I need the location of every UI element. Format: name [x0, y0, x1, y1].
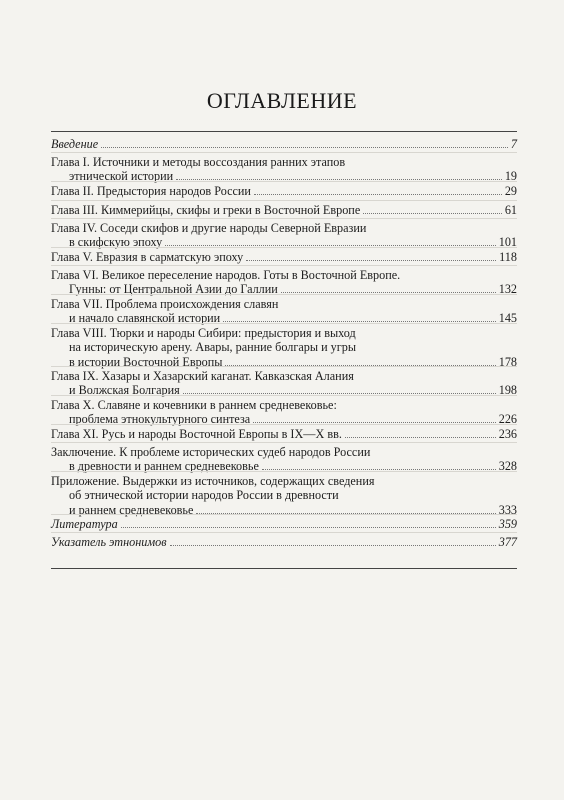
toc-entry-title-line: Глава X. Славяне и кочевники в раннем средневековье:: [51, 398, 337, 412]
toc-entry-last-line: [51, 184, 517, 198]
dot-leader: [101, 146, 508, 148]
dot-leader: [281, 291, 496, 293]
toc-entry-page-number: 377: [498, 535, 517, 549]
entry-separator: [51, 200, 517, 201]
toc-entry-page-number: 178: [498, 354, 517, 369]
toc-entry-title-line: Литература: [51, 517, 118, 531]
dot-leader: [176, 178, 502, 180]
toc-entry: [51, 221, 517, 250]
toc-entry-title-line: Глава II. Предыстория народов России: [51, 184, 251, 198]
toc-entry: [51, 250, 517, 264]
entry-separator: [51, 514, 517, 515]
toc-entry-page-number: 226: [498, 412, 517, 427]
toc-entry-last-line: [51, 137, 517, 151]
toc-entry-title-line: Глава IX. Хазары и Хазарский каганат. Кавказская Алания: [51, 369, 354, 383]
toc-entry-title-line: в древности и раннем средневековье: [69, 459, 259, 474]
top-rule: [51, 131, 517, 132]
toc-entry: [51, 137, 517, 151]
dot-leader: [223, 320, 496, 322]
toc-entry-last-line: [51, 517, 517, 531]
dot-leader: [183, 392, 496, 394]
toc-entry-page-number: 118: [499, 250, 517, 264]
dot-leader: [246, 259, 496, 261]
toc-entry-page-number: 236: [498, 427, 517, 441]
dot-leader: [170, 544, 496, 546]
entry-separator: [51, 218, 517, 219]
toc-entry: [51, 398, 517, 427]
toc-entry-title-line: Глава VII. Проблема происхождения славян: [51, 297, 279, 311]
toc-entry: [51, 474, 517, 517]
toc-entry-last-line: [51, 427, 517, 441]
toc-entry-title-line: и начало славянской истории: [69, 311, 221, 326]
toc-entry: [51, 427, 517, 441]
toc-entry-page-number: 19: [504, 169, 517, 184]
toc-entry-page-number: 29: [504, 184, 517, 198]
toc-entry-page-number: 328: [498, 459, 517, 474]
toc-entry-title-line: и раннем средневековье: [69, 502, 194, 517]
toc-entry-title-line: Глава VIII. Тюрки и народы Сибири: предыстория и выход: [51, 326, 356, 340]
toc-entry: [51, 326, 517, 369]
toc-entry-title-line: в скифскую эпоху: [69, 235, 163, 250]
toc-entry-title-line: Глава VI. Великое переселение народов. Готы в Восточной Европе.: [51, 268, 401, 282]
toc-entry-last-line: [51, 250, 517, 264]
toc-entry: [51, 268, 517, 297]
toc-entry-page-number: 132: [498, 282, 517, 297]
entry-separator: [51, 442, 517, 443]
toc-entry-page-number: 145: [498, 311, 517, 326]
toc-entry-page-number: 101: [498, 235, 517, 250]
toc-entry-title-line: об этнической истории народов России в древности: [69, 488, 339, 503]
toc-entry-page-number: 333: [498, 502, 517, 517]
toc-entry-title-line: Глава XI. Русь и народы Восточной Европы в IX—X вв.: [51, 427, 342, 441]
toc-entry-title-line: Приложение. Выдержки из источников, содержащих сведения: [51, 474, 375, 488]
toc-entry-title-line: Заключение. К проблеме исторических судеб народов России: [51, 445, 371, 459]
dot-leader: [262, 468, 496, 470]
toc-entry-title-line: Глава III. Киммерийцы, скифы и греки в Восточной Европе: [51, 203, 361, 217]
entry-separator: [51, 395, 517, 396]
toc-entry-title-line: в истории Восточной Европы: [69, 354, 223, 369]
toc-entry: [51, 184, 517, 198]
toc-entry-last-line: [51, 535, 517, 549]
toc-entry-title-line: этнической истории: [69, 169, 174, 184]
toc-entry-title-line: Введение: [51, 137, 99, 151]
toc-entry-title-line: проблема этнокультурного синтеза: [69, 412, 251, 427]
entry-separator: [51, 247, 517, 248]
dot-leader: [121, 526, 496, 528]
toc-entry-last-line: [51, 203, 517, 217]
toc-entry: [51, 369, 517, 398]
entry-separator: [51, 323, 517, 324]
toc-entry: [51, 203, 517, 217]
toc-entry: [51, 517, 517, 531]
toc-entry-title-line: Глава I. Источники и методы воссоздания ранних этапов: [51, 155, 346, 169]
entry-separator: [51, 424, 517, 425]
dot-leader: [165, 244, 495, 246]
entry-separator: [51, 366, 517, 367]
bottom-rule: [51, 568, 517, 569]
toc-entry-title-line: Указатель этнонимов: [51, 535, 167, 549]
toc-entry: [51, 445, 517, 474]
toc-entry: [51, 535, 517, 549]
entry-separator: [51, 294, 517, 295]
toc-entry-title-line: на историческую арену. Авары, ранние болгары и угры: [69, 340, 357, 355]
dot-leader: [253, 421, 496, 423]
toc-entry-page-number: 61: [504, 203, 517, 217]
toc-entry-page-number: 359: [498, 517, 517, 531]
entry-separator: [51, 152, 517, 153]
toc-entry-page-number: 7: [510, 137, 517, 151]
entry-separator: [51, 265, 517, 266]
dot-leader: [363, 212, 502, 214]
dot-leader: [254, 193, 502, 195]
entry-separator: [51, 532, 517, 533]
toc-entry-title-line: Глава V. Евразия в сарматскую эпоху: [51, 250, 244, 264]
toc-entry-title-line: Гунны: от Центральной Азии до Галлии: [69, 282, 278, 297]
toc-entry-title-line: и Волжская Болгария: [69, 383, 180, 398]
entry-separator: [51, 471, 517, 472]
toc-entry: [51, 155, 517, 184]
entry-separator: [51, 181, 517, 182]
page-title: ОГЛАВЛЕНИЕ: [206, 88, 358, 113]
toc-entry: [51, 297, 517, 326]
toc-entry-title-line: Глава IV. Соседи скифов и другие народы Северной Евразии: [51, 221, 367, 235]
dot-leader: [345, 436, 496, 438]
toc-entry-page-number: 198: [498, 383, 517, 398]
